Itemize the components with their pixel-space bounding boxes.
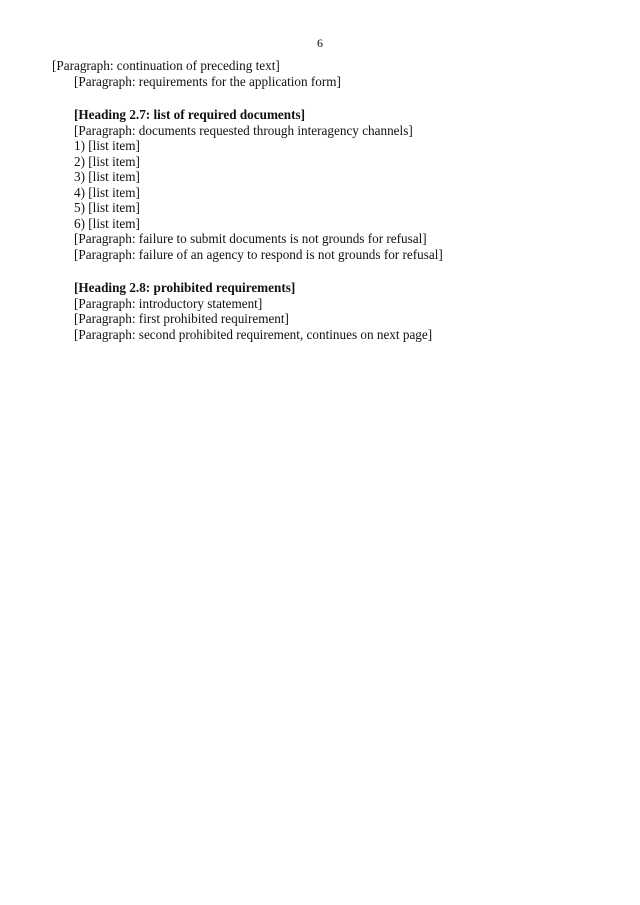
list-item: 6) [list item]: [74, 215, 140, 231]
paragraph-non-submission: [Paragraph: failure to submit documents is not grounds for refusal]: [74, 231, 427, 246]
paragraph-prohibition-2: [Paragraph: second prohibited requirement, continues on next page]: [74, 326, 433, 342]
list-item: 1) [list item]: [74, 138, 140, 153]
paragraph-application-requirements: [Paragraph: requirements for the application form]: [74, 73, 341, 89]
list-item: 3) [list item]: [74, 169, 140, 184]
spacer: [52, 89, 604, 107]
paragraph-interagency-intro: [Paragraph: documents requested through interagency channels]: [74, 122, 413, 138]
page-number: 6: [317, 36, 323, 50]
list-item: 5) [list item]: [74, 200, 140, 215]
list-item: 2) [list item]: [74, 153, 140, 169]
paragraph-prohibition-1: [Paragraph: first prohibited requirement]: [74, 311, 289, 326]
paragraph-continuation: [Paragraph: continuation of preceding text]: [52, 58, 280, 73]
spacer: [52, 262, 604, 280]
document-body: [52, 58, 604, 342]
section-heading-2-8: [Heading 2.8: prohibited requirements]: [74, 280, 296, 295]
section-heading-2-7: [Heading 2.7: list of required documents]: [74, 107, 306, 122]
paragraph-non-response: [Paragraph: failure of an agency to respond is not grounds for refusal]: [74, 246, 443, 262]
list-item: 4) [list item]: [74, 184, 140, 200]
paragraph-prohibition-intro: [Paragraph: introductory statement]: [74, 295, 263, 311]
